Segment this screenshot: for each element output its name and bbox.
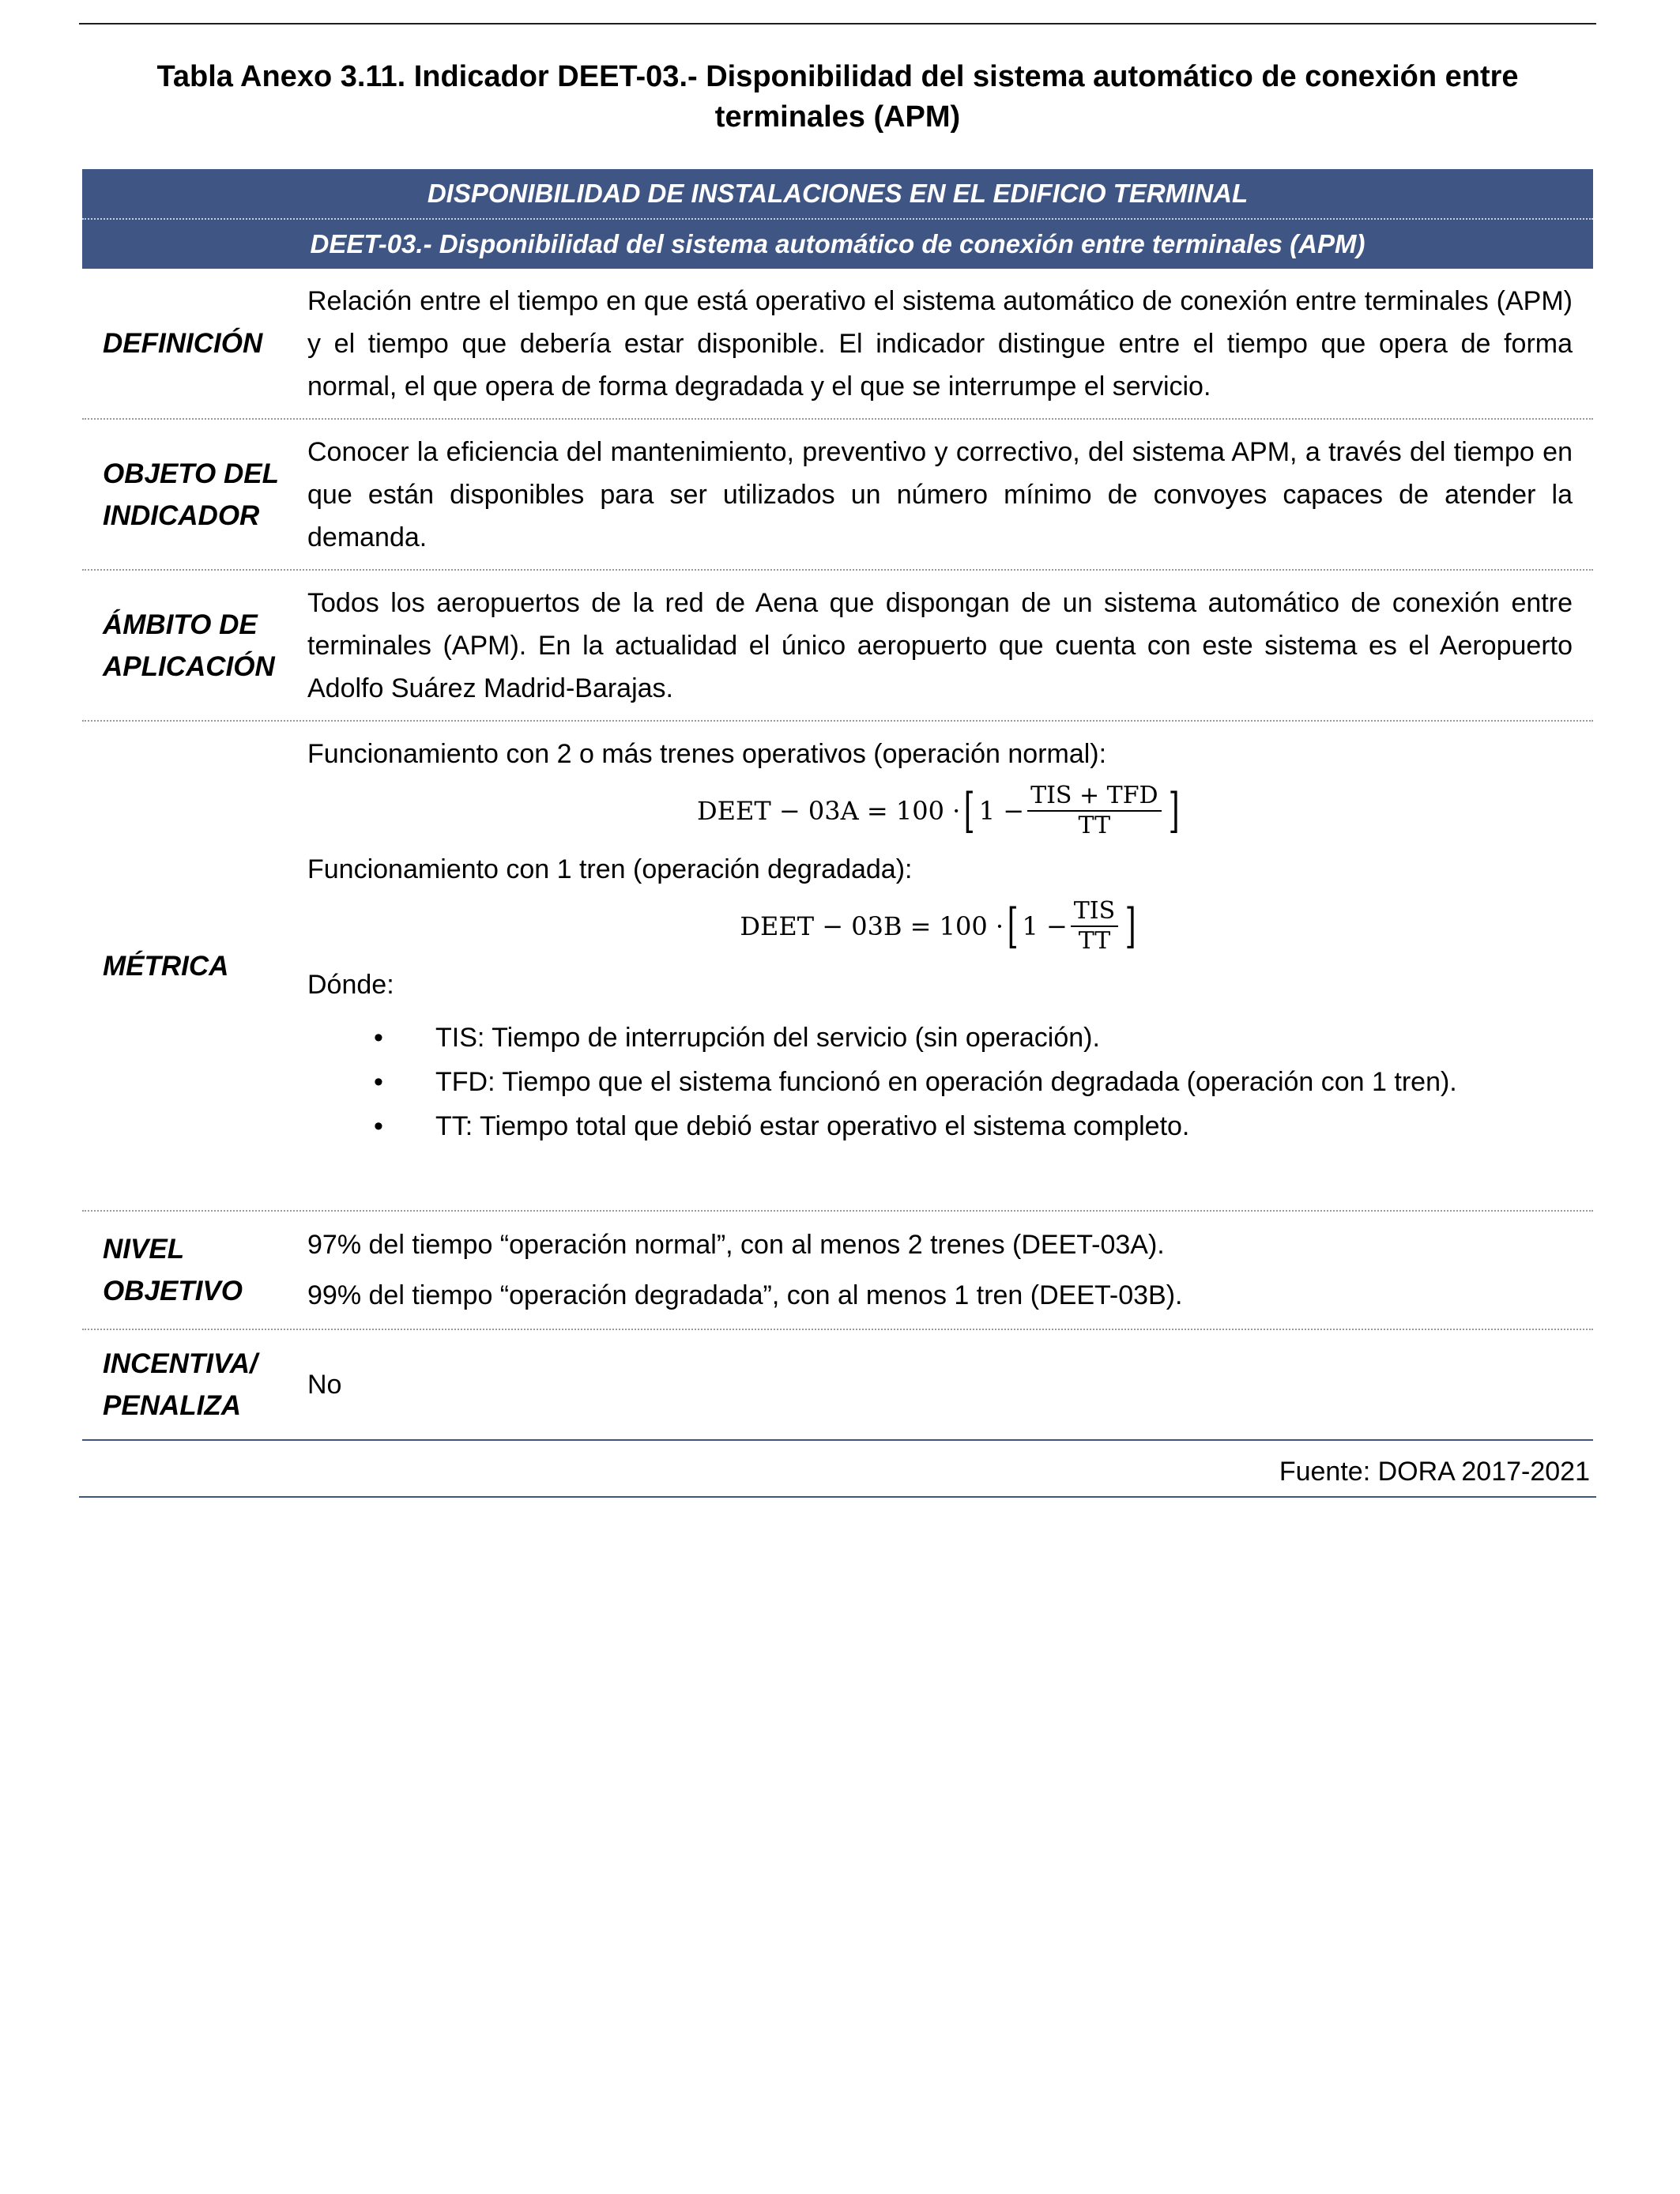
bullet-icon: • [374,1067,383,1097]
objeto-label-line2: INDICADOR [103,499,260,531]
formula-deet-03a [307,782,1573,840]
source-note: Fuente: DORA 2017-2021 [1279,1457,1590,1487]
formula-a-denominator: TT [1078,812,1111,839]
table-header-indicator: DEET-03.- Disponibilidad del sistema automático de conexión entre terminales (APM) [82,218,1593,269]
metrica-donde: Dónde: [307,970,394,1000]
formula-a-lhs: DEET − 03A = 100 · [697,796,961,826]
row-content-ambito [307,571,1593,720]
bullet-text-tfd: TFD: Tiempo que el sistema funcionó en operación degradada (operación con 1 tren). [435,1067,1457,1097]
formula-b-lhs: DEET − 03B = 100 · [740,911,1004,941]
formula-b-denominator: TT [1078,927,1111,955]
table-row-nivel-objetivo [82,1212,1593,1330]
metrica-intro-normal: Funcionamiento con 2 o más trenes operativos (operación normal): [307,739,1107,769]
list-item [307,1016,1573,1060]
list-item [307,1104,1573,1148]
nivel-line-normal: 97% del tiempo “operación normal”, con al menos 2 trenes (DEET-03A). [307,1230,1165,1260]
formula-b-open-bracket: [ [1007,899,1019,954]
row-label-incentiva [82,1330,307,1439]
bottom-rule [79,1496,1596,1498]
row-content-incentiva [307,1330,1593,1439]
bullet-text-tis: TIS: Tiempo de interrupción del servicio (sin operación). [435,1023,1100,1053]
bullet-icon: • [374,1023,383,1053]
table-row-definicion [82,269,1593,420]
nivel-label-line1: NIVEL [103,1234,185,1265]
row-label-definicion: DEFINICIÓN [103,328,263,359]
nivel-label-line2: OBJETIVO [103,1276,243,1306]
ambito-label-line1: ÁMBITO DE [103,609,258,640]
formula-a-open-bracket: [ [963,783,976,839]
row-content-nivel [307,1212,1593,1329]
row-label-objeto [82,420,307,569]
formula-a-one-minus: 1 − [978,796,1025,826]
indicator-table [82,169,1593,1441]
table-row-ambito [82,571,1593,722]
bullet-icon: • [374,1111,383,1141]
row-label-metrica: MÉTRICA [103,950,229,982]
bullet-text-tt: TT: Tiempo total que debió estar operativo el sistema completo. [435,1111,1190,1141]
document-title: Tabla Anexo 3.11. Indicador DEET-03.- Disponibilidad del sistema automático de conexión entre terminales (APM) [156,60,1519,134]
formula-b-close-bracket: ] [1124,899,1136,954]
formula-b-one-minus: 1 − [1022,911,1068,941]
incentiva-text: No [307,1370,342,1400]
metrica-intro-degradada: Funcionamiento con 1 tren (operación degradada): [307,854,913,884]
table-row-metrica [82,722,1593,1212]
table-row-objeto [82,420,1593,571]
ambito-label-line2: APLICACIÓN [103,650,275,682]
list-item [307,1060,1573,1104]
definicion-text: Relación entre el tiempo en que está operativo el sistema automático de conexión entre terminales (APM) y el tiempo que debería estar disponible. El indicador distingue entre el tiempo que opera de forma normal, el que opera de forma degradada y el que se interrumpe el servicio. [307,285,1573,401]
formula-a-close-bracket: ] [1168,783,1180,839]
top-rule [79,23,1596,25]
incentiva-label-line2: PENALIZA [103,1390,241,1421]
ambito-text: Todos los aeropuertos de la red de Aena que dispongan de un sistema automático de conexión entre terminales (APM). En la actualidad el único aeropuerto que cuenta con este sistema es el Aeropuerto Adolfo Suárez Madrid-Barajas. [307,587,1573,703]
table-row-incentiva [82,1330,1593,1441]
formula-deet-03b [307,897,1573,956]
row-content-definicion [307,269,1593,418]
table-header-section: DISPONIBILIDAD DE INSTALACIONES EN EL EDIFICIO TERMINAL [82,169,1593,218]
row-content-objeto [307,420,1593,569]
metrica-variable-list [307,1016,1573,1148]
row-content-metrica [307,722,1593,1210]
objeto-label-line1: OBJETO DEL [103,458,280,489]
formula-a-fraction [1027,782,1162,840]
incentiva-label-line1: INCENTIVA/ [103,1348,258,1379]
objeto-text: Conocer la eficiencia del mantenimiento, preventivo y correctivo, del sistema APM, a través del tiempo en que están disponibles para ser utilizados un número mínimo de convoyes capaces de atender la demanda. [307,436,1573,552]
formula-a-numerator: TIS + TFD [1027,782,1162,812]
nivel-line-degradada: 99% del tiempo “operación degradada”, con al menos 1 tren (DEET-03B). [307,1280,1183,1310]
formula-b-numerator: TIS [1071,897,1118,927]
row-label-ambito [82,571,307,720]
row-label-nivel [82,1212,307,1329]
formula-b-fraction [1071,897,1118,956]
